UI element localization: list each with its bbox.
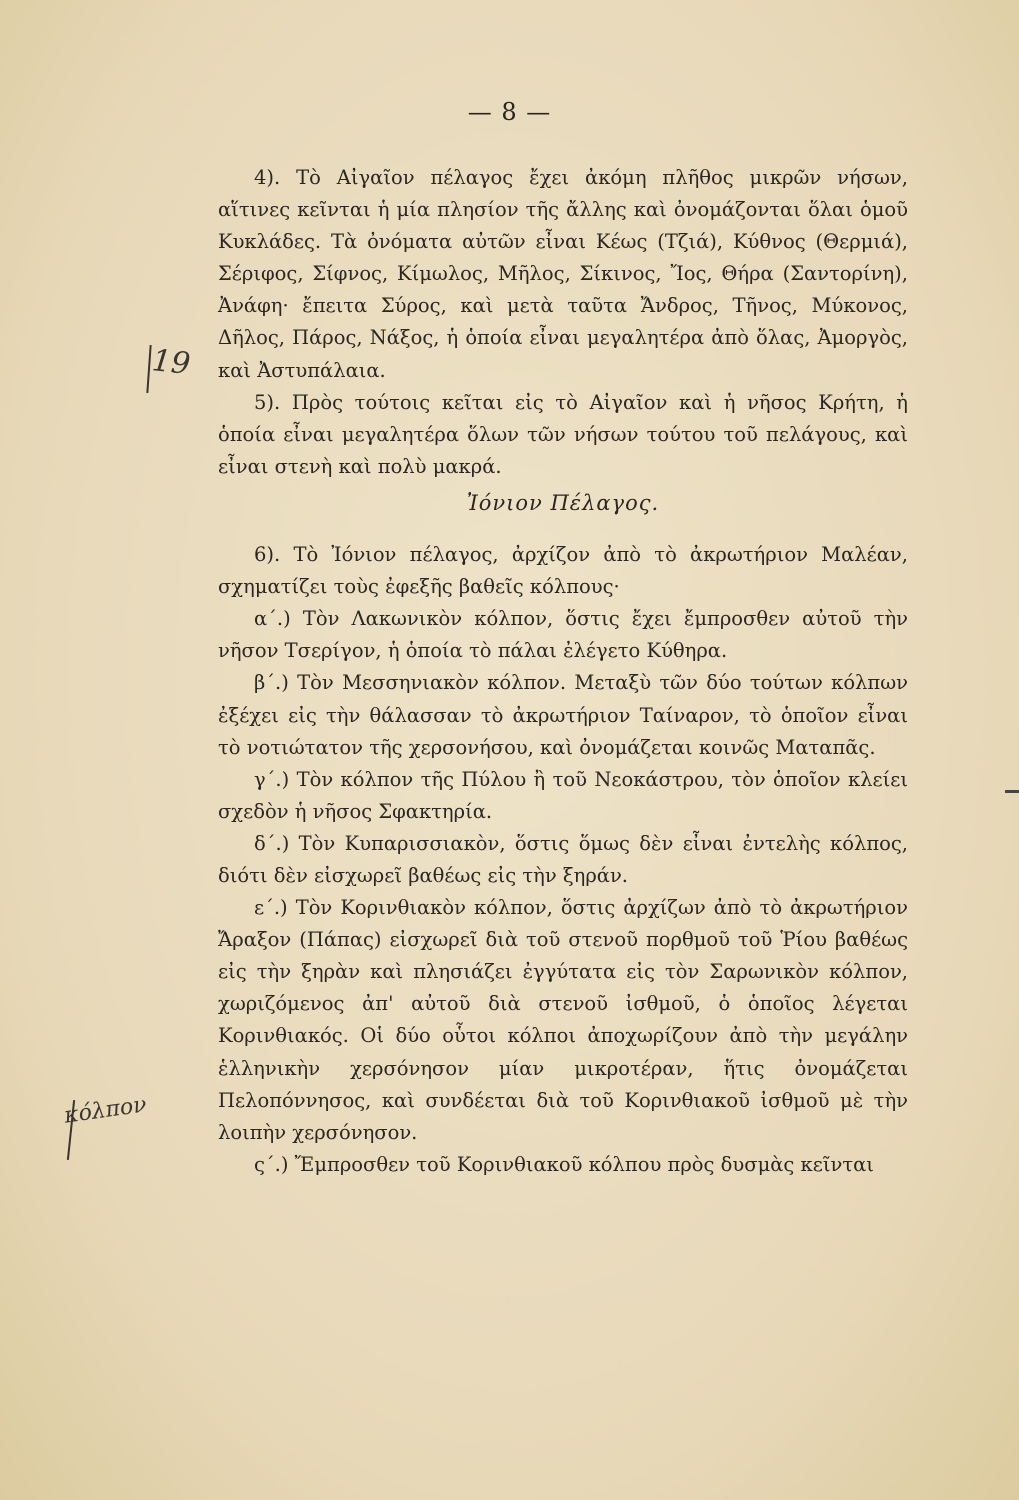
margin-note: 19 [150, 343, 192, 382]
paragraph: ε΄.) Τὸν Κορινθιακὸν κόλπον, ὅστις ἀρχίζων ἀπὸ τὸ ἀκρωτήριον Ἄραξον (Πάπας) εἰσχωρεῖ διὰ τοῦ στενοῦ πορθμοῦ τοῦ Ῥίου βαθέως εἰς τὴν ξηρὰν καὶ πλησιάζει ἐγγύτατα εἰς τὸν Σαρωνικὸν κόλπον, χωριζόμενος ἀπ' αὐτοῦ διὰ στενοῦ ἰσθμοῦ, ὁ ὁποῖος λέγεται Κορινθιακός. Οἱ δύο οὗτοι κόλποι ἀποχωρίζουν ἀπὸ τὴν μεγάλην ἑλληνικὴν χερσόνησον μίαν μικροτέραν, ἥτις ὀνομάζεται Πελοπόννησος, καὶ συνδέεται διὰ τοῦ Κορινθιακοῦ ἰσθμοῦ μὲ τὴν λοιπὴν χερσόνησον. [218, 896, 908, 1144]
edge-mark [1005, 790, 1019, 793]
paragraph: β΄.) Τὸν Μεσσηνιακὸν κόλπον. Μεταξὺ τῶν δύο τούτων κόλπων ἐξέχει εἰς τὴν θάλασσαν τὸ ἀκρωτήριον Ταίναρον, τὸ ὁποῖον εἶναι τὸ νοτιώτατον τῆς χερσονήσου, καὶ ὀνομάζεται κοινῶς Ματαπᾶς. [218, 671, 908, 759]
text-body [218, 162, 908, 1181]
paragraph: α΄.) Τὸν Λακωνικὸν κόλπον, ὅστις ἔχει ἔμπροσθεν αὐτοῦ τὴν νῆσον Τσερίγον, ἡ ὁποία τὸ πάλαι ἐλέγετο Κύθηρα. [218, 607, 908, 663]
page-number: — 8 — [467, 98, 552, 126]
paragraph: 5). Πρὸς τούτοις κεῖται εἰς τὸ Αἰγαῖον καὶ ἡ νῆσος Κρήτη, ἡ ὁποία εἶναι μεγαλητέρα ὅλων τῶν νήσων τούτου τοῦ πελάγους, καὶ εἶναι στενὴ καὶ πολὺ μακρά. [218, 390, 908, 478]
margin-note: κόλπον [62, 1092, 149, 1129]
paragraph: γ΄.) Τὸν κόλπον τῆς Πύλου ἢ τοῦ Νεοκάστρου, τὸν ὁποῖον κλείει σχεδὸν ἡ νῆσος Σφακτηρία. [218, 767, 908, 823]
paragraph: 6). Τὸ Ἰόνιον πέλαγος, ἀρχίζον ἀπὸ τὸ ἀκρωτήριον Μαλέαν, σχηματίζει τοὺς ἐφεξῆς βαθεῖς κόλπους· [218, 543, 908, 599]
paragraph: 4). Τὸ Αἰγαῖον πέλαγος ἔχει ἀκόμη πλῆθος μικρῶν νήσων, αἵτινες κεῖνται ἡ μία πλησίον τῆς ἄλλης καὶ ὀνομάζονται ὅλαι ὁμοῦ Κυκλάδες. Τὰ ὀνόματα αὐτῶν εἶναι Κέως (Τζιά), Κύθνος (Θερμιά), Σέριφος, Σίφνος, Κίμωλος, Μῆλος, Σίκινος, Ἴος, Θήρα (Σαντορίνη), Ἀνάφη· ἔπειτα Σύρος, καὶ μετὰ ταῦτα Ἄνδρος, Τῆνος, Μύκονος, Δῆλος, Πάρος, Νάξος, ἡ ὁποία εἶναι μεγαλητέρα ἀπὸ ὅλας, Ἀμοργὸς, καὶ Ἀστυπάλαια. [218, 166, 908, 382]
section-heading: Ἰόνιον Πέλαγος. [466, 490, 660, 515]
paragraph: ς΄.) Ἔμπροσθεν τοῦ Κορινθιακοῦ κόλπου πρὸς δυσμὰς κεῖνται [254, 1152, 874, 1176]
paragraph: δ΄.) Τὸν Κυπαρισσιακὸν, ὅστις ὅμως δὲν εἶναι ἐντελὴς κόλπος, διότι δὲν εἰσχωρεῖ βαθέως εἰς τὴν ξηράν. [218, 831, 908, 887]
